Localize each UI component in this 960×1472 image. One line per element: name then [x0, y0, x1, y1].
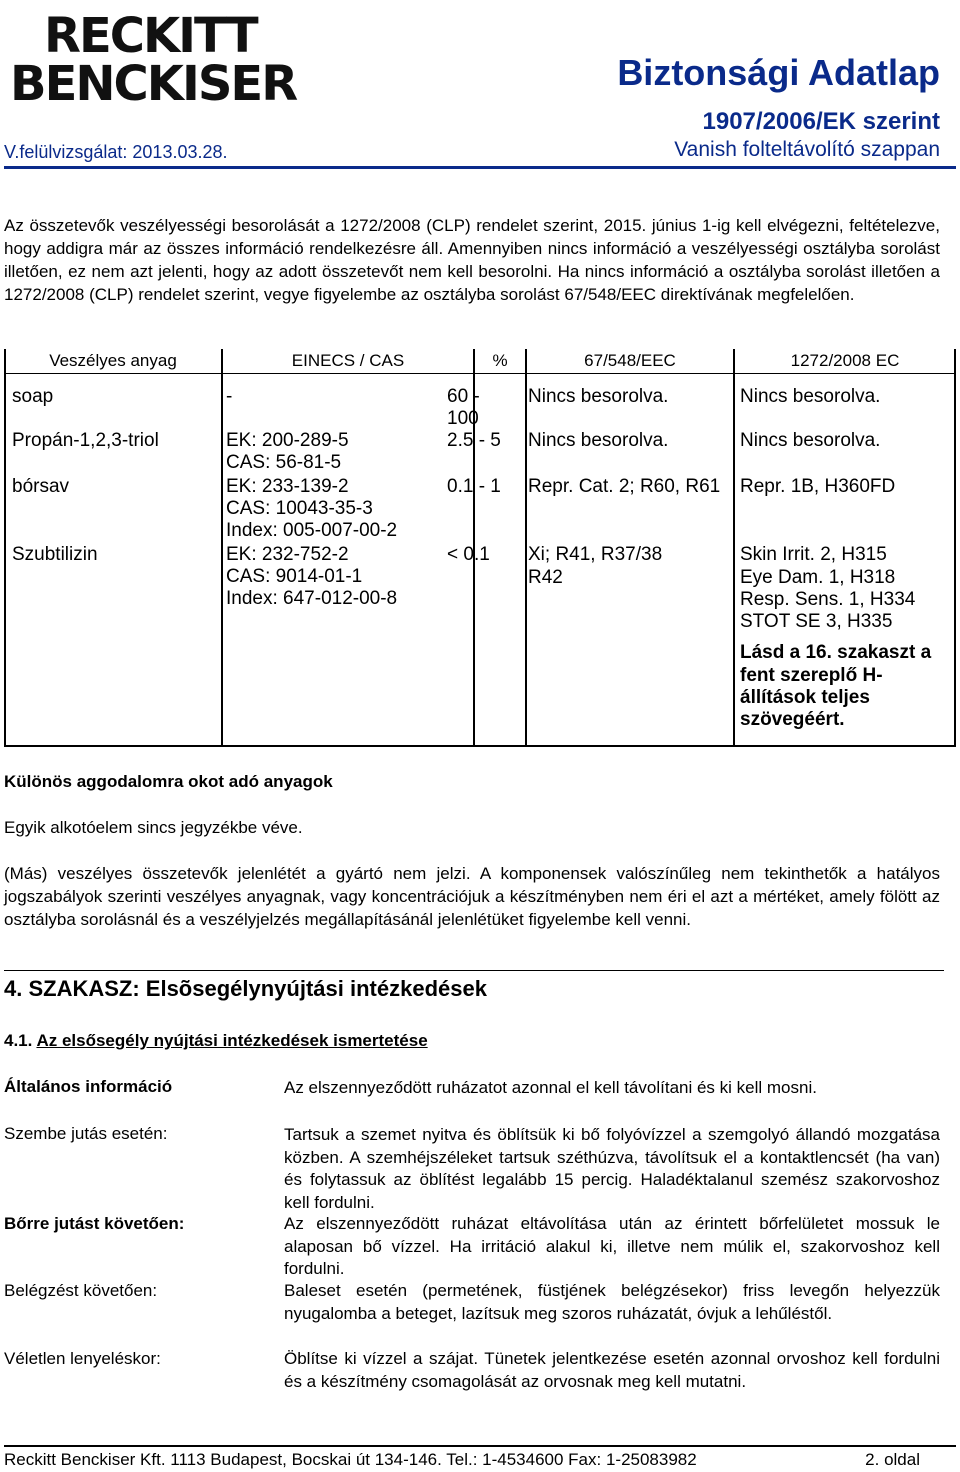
- table-header-einecs-cas: EINECS / CAS: [222, 349, 474, 374]
- table-header-clp: 1272/2008 EC: [734, 349, 956, 374]
- revision-date: V.felülvizsgálat: 2013.03.28.: [4, 142, 228, 162]
- footer-company: Reckitt Benckiser Kft. 1113 Budapest, Bocskai út 134-146. Tel.: 1-4534600 Fax: 1-25083982: [4, 1450, 697, 1469]
- substance-clp: Eye Dam. 1, H318: [740, 567, 896, 588]
- table-header-dsd: 67/548/EEC: [526, 349, 734, 374]
- substance-id: -: [226, 386, 233, 407]
- substance-id: EK: 233-139-2: [226, 476, 349, 497]
- substance-name: Propán-1,2,3-triol: [12, 430, 159, 451]
- substance-name: Szubtilizin: [12, 544, 98, 565]
- concern-paragraph: (Más) veszélyes összetevők jelenlétét a gyártó nem jelzi. A komponensek valószínűleg nem tekinthetők a hatályos jogszabályok szerinti veszélyes anyagnak, vagy koncentrációjuk a készítményben nem éri el azt a mértéket, amely fölött az osztályba sorolásnál és a veszélyjelzés megállapításánál jelenlétüket figyelembe kell venni.: [4, 864, 940, 929]
- first-aid-text-skin: Az elszennyeződött ruházat eltávolítása után az érintett bőrfelületet mossuk le alaposan bő vízzel. Ha irritáció alakul ki, illetve nem múlik el, szakorvoshoz kell fordulni.: [284, 1214, 940, 1278]
- header-divider: [4, 166, 956, 169]
- table-header-percent: %: [474, 349, 526, 374]
- subsection-number: 4.1.: [4, 1031, 33, 1050]
- substance-id: CAS: 10043-35-3: [226, 498, 373, 519]
- substance-percent: 0.1 - 1: [447, 476, 501, 497]
- substance-percent: < 0.1: [447, 544, 490, 565]
- substance-dsd: Nincs besorolva.: [528, 430, 669, 451]
- substance-id: Index: 647-012-00-8: [226, 588, 398, 609]
- document-title: Biztonsági Adatlap: [617, 52, 940, 93]
- substance-percent: 100: [447, 408, 479, 429]
- h-statement-note: Lásd a 16. szakaszt a: [740, 642, 932, 663]
- table-border-left: [4, 349, 6, 747]
- first-aid-text-ingestion: Öblítse ki vízzel a szájat. Tünetek jelentkezése esetén azonnal orvoshoz kell fordulni és a készítmény csomagolását az orvosnak meg kell mutatni.: [284, 1349, 940, 1391]
- table-column-divider: [221, 349, 223, 747]
- regulation-label: 1907/2006/EK szerint: [702, 108, 940, 135]
- substance-id: Index: 005-007-00-2: [226, 520, 398, 541]
- logo-text-reckitt: RECKITT: [44, 8, 257, 64]
- footer-divider: [4, 1445, 956, 1447]
- substance-clp: Repr. 1B, H360FD: [740, 476, 896, 497]
- substance-dsd: Nincs besorolva.: [528, 386, 669, 407]
- subsection-title: [4, 1031, 428, 1051]
- substance-percent: 2.5 - 5: [447, 430, 501, 451]
- substance-id: EK: 200-289-5: [226, 430, 349, 451]
- h-statement-note: szövegéért.: [740, 709, 845, 730]
- substance-clp: Nincs besorolva.: [740, 386, 881, 407]
- concern-line: Egyik alkotóelem sincs jegyzékbe véve.: [4, 818, 303, 837]
- logo-text-benckiser: BENCKISER: [10, 56, 297, 112]
- substance-clp: Resp. Sens. 1, H334: [740, 589, 916, 610]
- first-aid-text-general: Az elszennyeződött ruházatot azonnal el kell távolítani és ki kell mosni.: [284, 1078, 817, 1097]
- first-aid-label-general: Általános információ: [4, 1077, 173, 1096]
- concern-heading: Különös aggodalomra okot adó anyagok: [4, 772, 333, 791]
- product-name: Vanish folteltávolító szappan: [674, 138, 940, 161]
- substance-clp: Nincs besorolva.: [740, 430, 881, 451]
- substance-id: CAS: 56-81-5: [226, 452, 342, 473]
- substance-percent: 60 -: [447, 386, 480, 407]
- substance-dsd: Xi; R41, R37/38: [528, 544, 663, 565]
- substance-name: soap: [12, 386, 54, 407]
- section-title: 4. SZAKASZ: Elsõsegélynyújtási intézkedések: [4, 976, 487, 1001]
- first-aid-label-inhalation: Belégzést követően:: [4, 1281, 158, 1300]
- substance-id: CAS: 9014-01-1: [226, 566, 363, 587]
- intro-paragraph: Az összetevők veszélyességi besorolását a 1272/2008 (CLP) rendelet szerint, 2015. június 1-ig kell elvégezni, feltételezve, hogy addigra már az összes információ rendelkezésre áll. Amennyiben nincs információ a veszélyességi osztályba sorolást illetően, ez nem azt jelenti, hogy az adott összetevőt nem kell besorolni. Ha nincs információ a osztályba sorolást illetően a 1272/2008 (CLP) rendelet szerint, vegye figyelembe az osztályba sorolást 67/548/EEC direktívának megfelelően.: [4, 216, 940, 304]
- table-header-substance: Veszélyes anyag: [4, 349, 222, 374]
- first-aid-label-eyes: Szembe jutás esetén:: [4, 1124, 168, 1143]
- first-aid-label-skin: Bőrre jutást követően:: [4, 1214, 185, 1233]
- subsection-text: Az elsősegély nyújtási intézkedések ismertetése: [36, 1031, 428, 1050]
- substance-clp: Skin Irrit. 2, H315: [740, 544, 887, 565]
- section-divider: [4, 970, 944, 971]
- substance-id: EK: 232-752-2: [226, 544, 349, 565]
- h-statement-note: állítások teljes: [740, 687, 870, 708]
- first-aid-label-ingestion: Véletlen lenyeléskor:: [4, 1349, 161, 1368]
- table-border-bottom: [4, 745, 956, 747]
- table-border-right: [954, 349, 956, 747]
- first-aid-text-inhalation: Baleset esetén (permetének, füstjének belégzésekor) friss levegőn helyezzük nyugalomba a beteget, lazítsuk meg szoros ruházatát, óvjuk a lehűléstől.: [284, 1281, 940, 1323]
- h-statement-note: fent szereplő H-: [740, 665, 883, 686]
- substance-name: bórsav: [12, 476, 70, 497]
- substance-clp: STOT SE 3, H335: [740, 611, 893, 632]
- table-column-divider: [525, 349, 527, 747]
- hazardous-ingredients-table: [4, 349, 956, 747]
- page-number: 2. oldal: [865, 1450, 920, 1469]
- substance-dsd: Repr. Cat. 2; R60, R61: [528, 476, 721, 497]
- table-column-divider: [733, 349, 735, 747]
- substance-dsd: R42: [528, 567, 563, 588]
- first-aid-text-eyes: Tartsuk a szemet nyitva és öblítsük ki bő folyóvízzel a szemgolyó állandó mozgatása közben. A szemhéjszéleket tartsuk széthúzva, távolítsuk el a kontaktlencsét (ha van) és folytassuk az öblítést legalább 15 percig. Haladéktalanul szemész szakorvoshoz kell fordulni.: [284, 1125, 940, 1212]
